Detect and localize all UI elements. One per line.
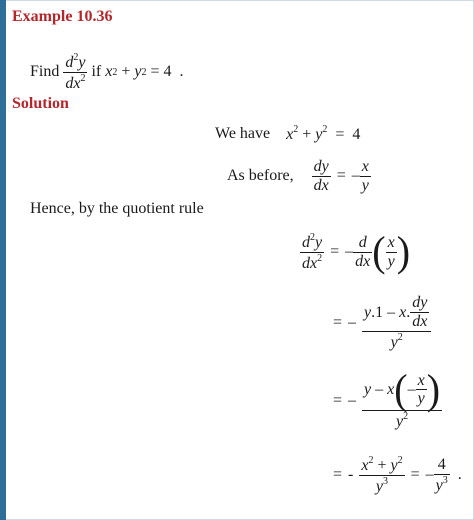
top-border <box>6 0 474 1</box>
step-4: = - $\frac{x^2 + y^2}{y^3}$ = – $\frac{4}{y^3}$ . <box>333 455 462 495</box>
step-2: = – y .1 – x . $\frac{dy}{dx}$ $y^2$ <box>333 294 431 352</box>
step-3: = – y – x ( – $\frac{x}{y}$ ) $y^2$ <box>333 365 441 430</box>
problem-statement: Find $\frac{d^2y}{dx^2}$ if x 2 + y 2 = 4 . <box>30 52 184 92</box>
step-1: $\frac{d^2y}{dx^2}$ = – $\frac{d}{dx}$ ( $\frac{x}{y}$ ) <box>302 228 411 276</box>
second-derivative-fraction: $\frac{d^2y}{dx^2}$ <box>65 52 86 92</box>
solution-label: Solution <box>12 95 69 112</box>
we-have-text: We have <box>215 125 271 142</box>
we-have-line: We have $x^2 + y^2 = 4$ <box>215 124 361 143</box>
hence-text: Hence, by the quotient rule <box>30 200 204 217</box>
example-title: Example 10.36 <box>12 8 113 25</box>
problem-prefix: Find <box>30 63 60 81</box>
as-before-line: As before, $\frac{dy}{dx}$ = – $\frac{x}{y}$ <box>227 158 369 194</box>
left-accent-bar <box>0 0 6 520</box>
as-before-text: As before, <box>227 167 294 185</box>
